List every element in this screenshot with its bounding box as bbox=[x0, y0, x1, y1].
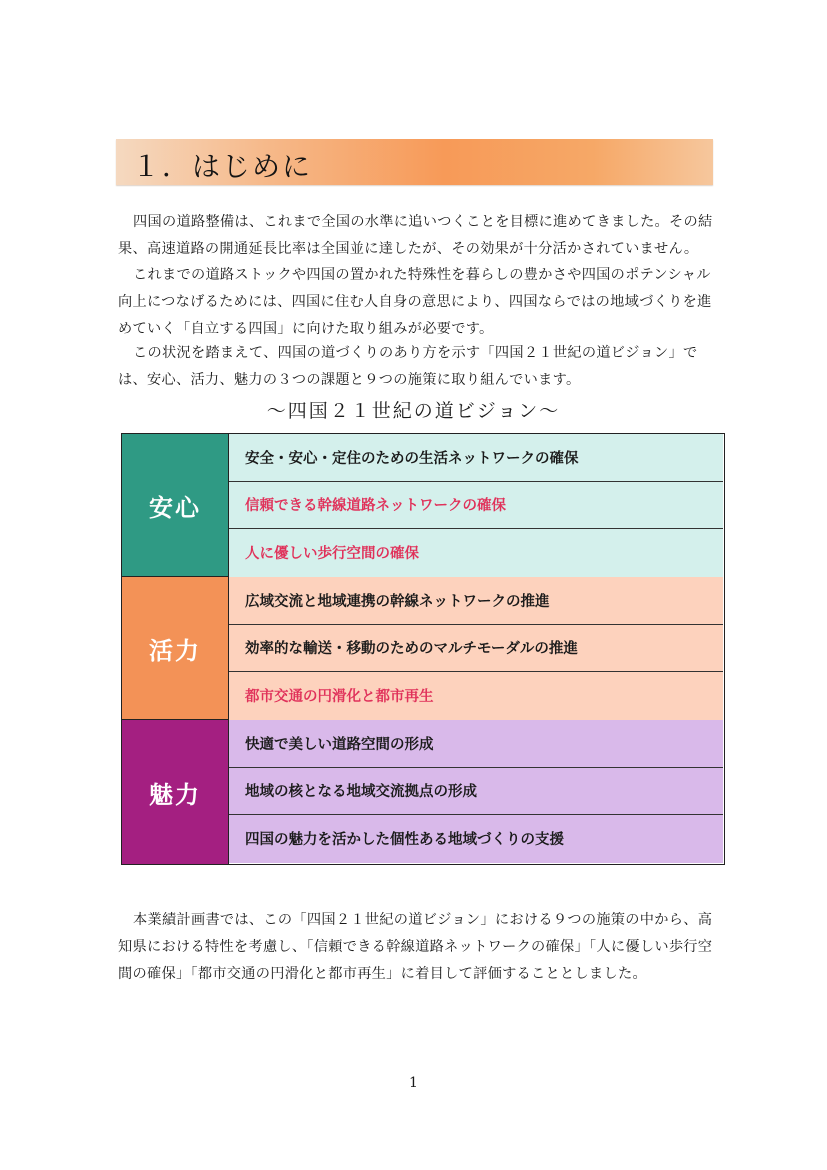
vision-item: 安全・安心・定住のための生活ネットワークの確保 bbox=[229, 434, 723, 482]
vision-table bbox=[121, 433, 725, 865]
vision-category: 活力 bbox=[122, 577, 229, 719]
vision-item-highlighted: 都市交通の円滑化と都市再生 bbox=[229, 672, 723, 720]
vision-item-highlighted: 人に優しい歩行空間の確保 bbox=[229, 529, 723, 577]
closing-paragraph: 本業績計画書では、この「四国２１世紀の道ビジョン」における９つの施策の中から、高知県における特性を考慮し、「信頼できる幹線道路ネットワークの確保」「人に優しい歩行空間の確保」「都市交通の円滑化と都市再生」に着目して評価することとしました。 bbox=[118, 912, 713, 982]
vision-group-anshin bbox=[122, 434, 723, 577]
vision-item: 四国の魅力を活かした個性ある地域づくりの支援 bbox=[229, 815, 723, 863]
vision-item: 快適で美しい道路空間の形成 bbox=[229, 720, 723, 768]
vision-category: 魅力 bbox=[122, 720, 229, 864]
vision-item: 効率的な輸送・移動のためのマルチモーダルの推進 bbox=[229, 625, 723, 673]
vision-item-highlighted: 信頼できる幹線道路ネットワークの確保 bbox=[229, 482, 723, 530]
page-number: 1 bbox=[409, 1075, 418, 1091]
vision-category: 安心 bbox=[122, 434, 229, 576]
vision-item: 広域交流と地域連携の幹線ネットワークの推進 bbox=[229, 577, 723, 625]
vision-item: 地域の核となる地域交流拠点の形成 bbox=[229, 768, 723, 816]
intro-paragraph-1: 四国の道路整備は、これまで全国の水準に追いつくことを目標に進めてきました。その結果、高速道路の開通延長比率は全国並に達したが、その効果が十分活かされていません。 bbox=[118, 214, 713, 257]
section-heading-bar bbox=[116, 139, 713, 185]
vision-title: 〜四国２１世紀の道ビジョン〜 bbox=[266, 400, 561, 422]
intro-paragraph-3: この状況を踏まえて、四国の道づくりのあり方を示す「四国２１世紀の道ビジョン」では、安心、活力、魅力の３つの課題と９つの施策に取り組んでいます。 bbox=[118, 345, 698, 388]
vision-group-katsuryoku bbox=[122, 577, 723, 720]
intro-paragraph-2: これまでの道路ストックや四国の置かれた特殊性を暮らしの豊かさや四国のポテンシャル向上につなげるためには、四国に住む人自身の意思により、四国ならではの地域づくりを進めていく「自立する四国」に向けた取り組みが必要です。 bbox=[118, 267, 712, 337]
vision-group-miryoku bbox=[122, 720, 723, 864]
section-heading: １．はじめに bbox=[132, 150, 313, 183]
